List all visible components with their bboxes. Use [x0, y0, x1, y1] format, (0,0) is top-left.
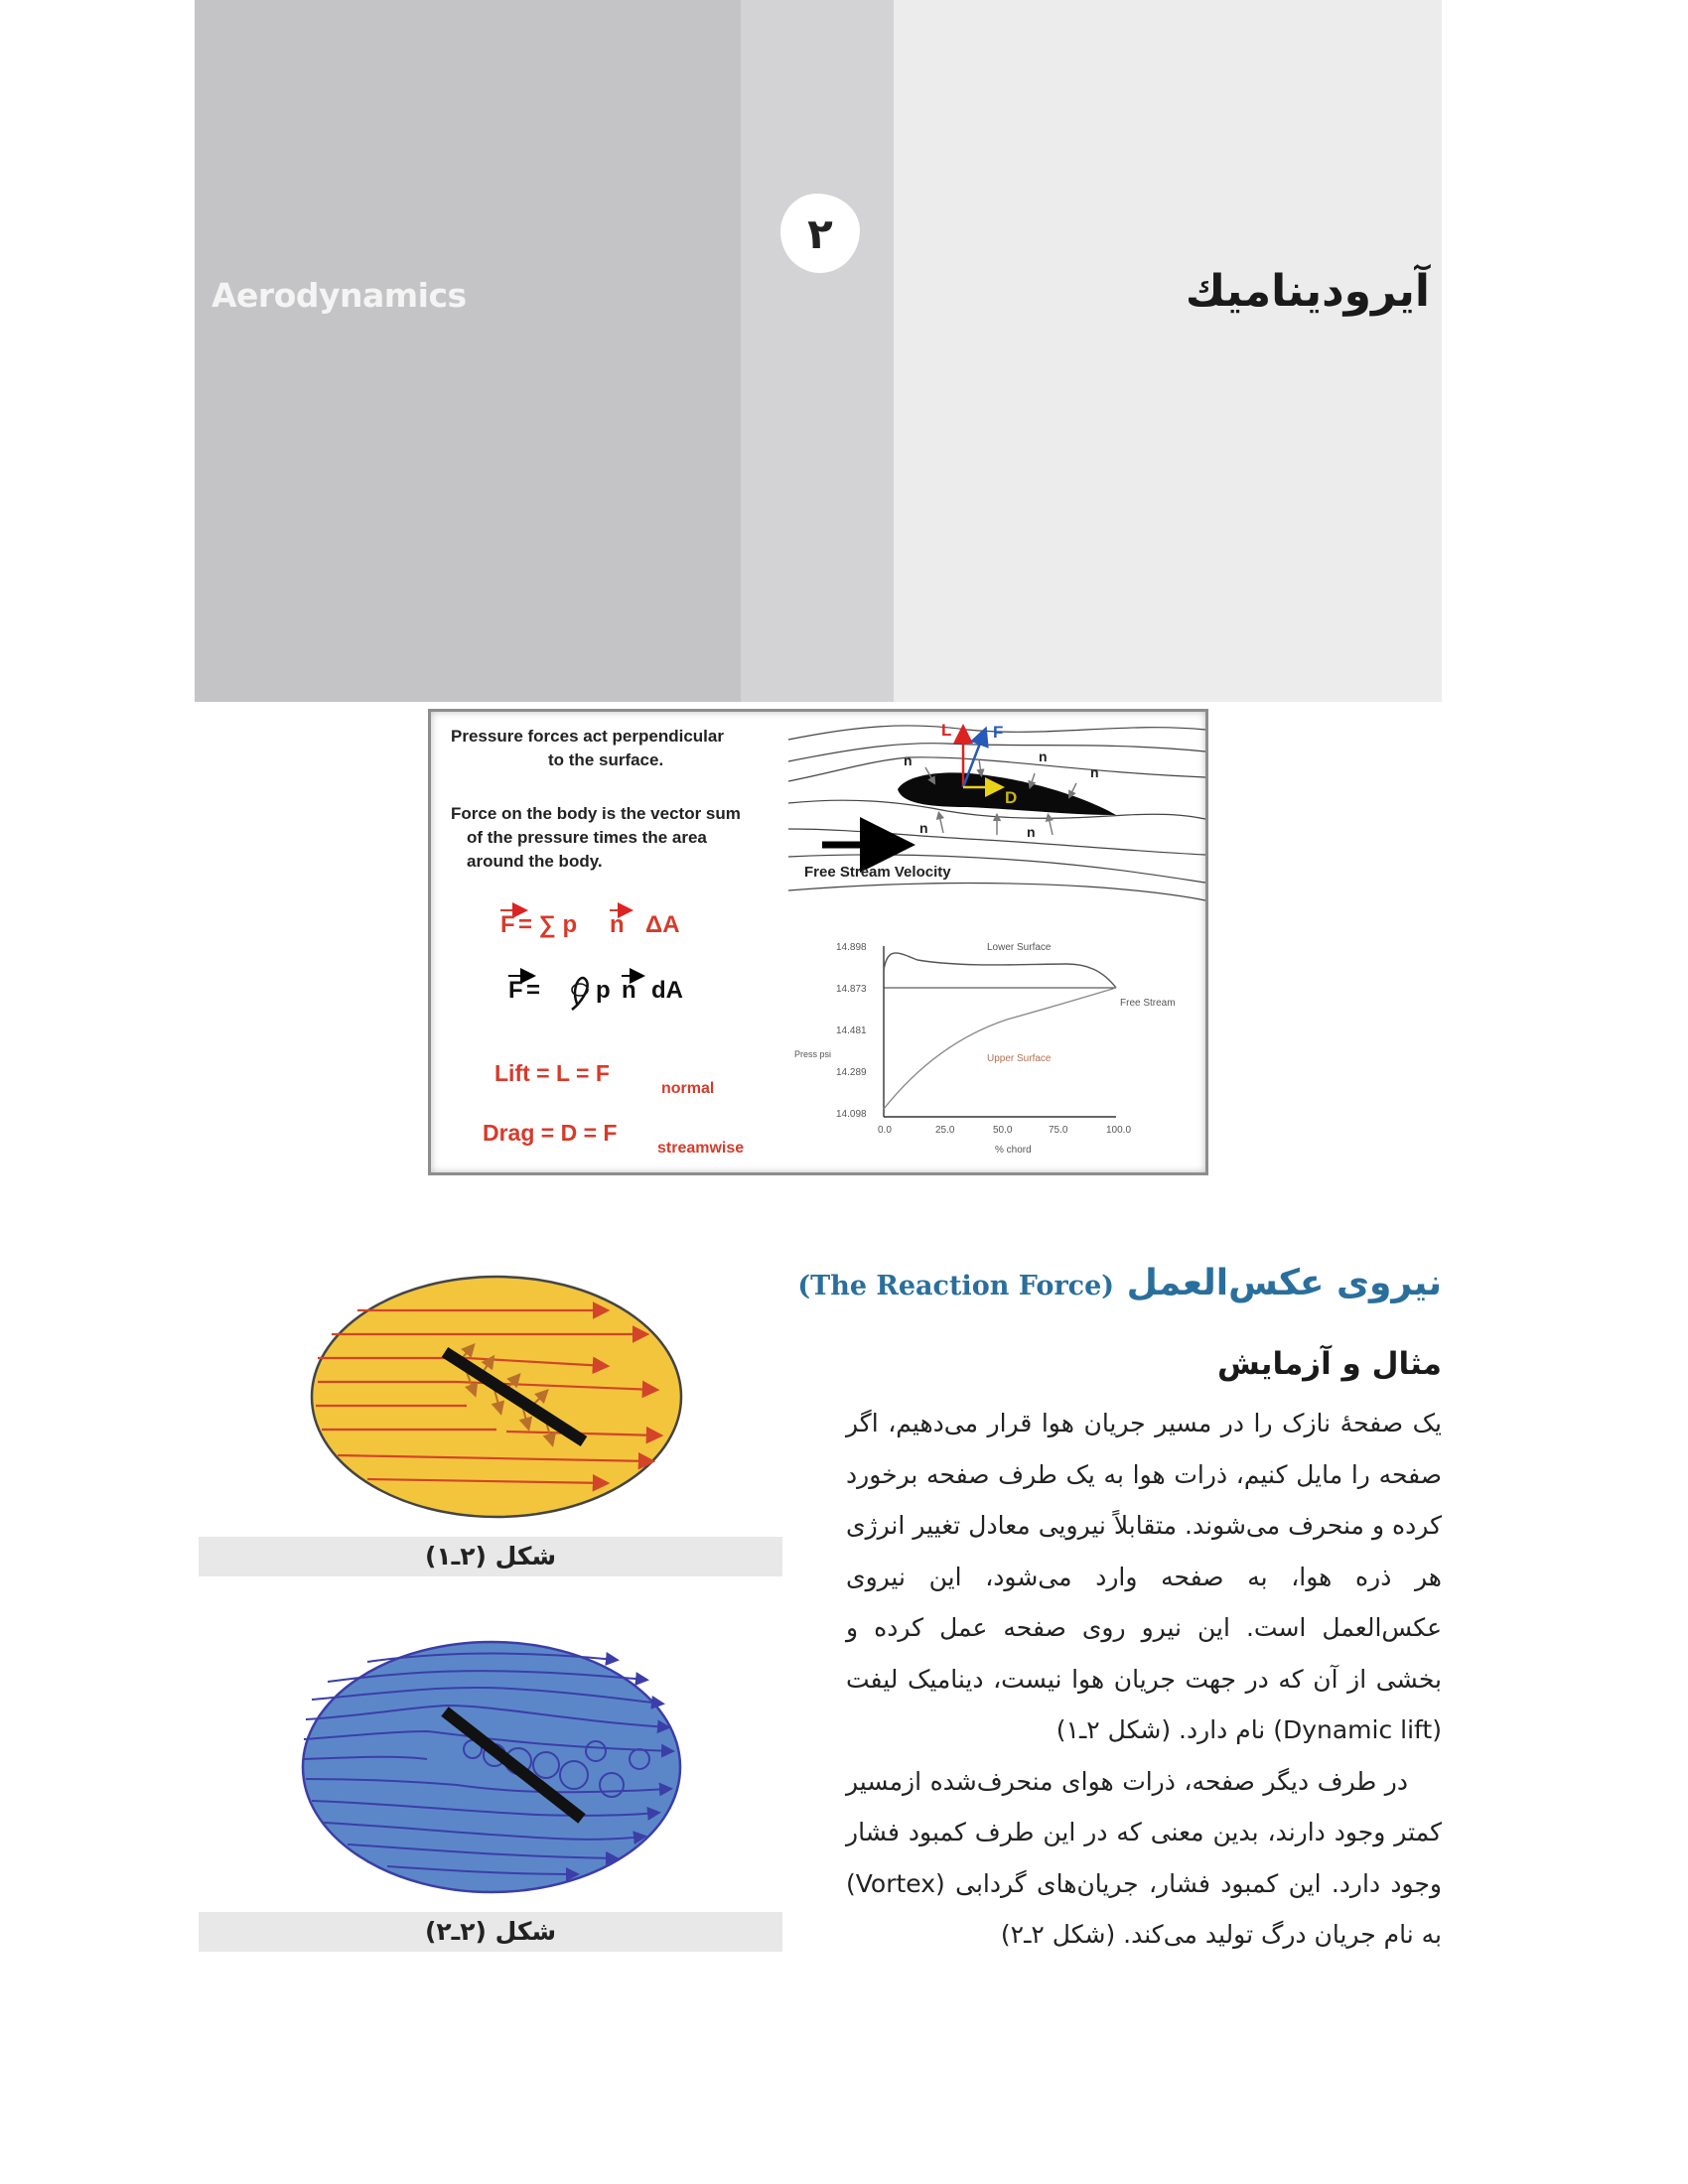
- pressure-text-line1: Pressure forces act perpendicular: [451, 727, 724, 746]
- y-tick-3: 14.481: [836, 1025, 867, 1036]
- free-stream-plot-label: Free Stream: [1120, 998, 1176, 1009]
- force-text-line2: of the pressure times the area: [467, 828, 707, 847]
- drag-equation: Drag = D = F: [483, 1120, 618, 1146]
- header-band-left: [195, 0, 741, 702]
- equation-sum: [500, 910, 680, 938]
- vector-l-label: L: [941, 721, 952, 740]
- lift-equation: Lift = L = F: [494, 1060, 610, 1086]
- paragraph-2: در طرف دیگر صفحه، ذرات هوای منحرف‌شده ازمسیر کمتر وجود دارند، بدین معنی که در این طرف کمبود فشار وجود دارد. این کمبود فشار، جریان‌های گردابی (Vortex) به نام جریان درگ تولید می‌کند. (شکل ۲ـ۲): [846, 1766, 1442, 1949]
- section-title-fa: نیروی عکس‌العمل: [1126, 1263, 1442, 1303]
- eq1-f: F: [500, 911, 515, 938]
- free-stream-label: Free Stream Velocity: [804, 864, 951, 881]
- figure-vortex-drag: [298, 1636, 685, 1902]
- section-title-en: (The Reaction Force): [797, 1271, 1115, 1301]
- vector-f-label: F: [993, 723, 1004, 742]
- x-tick-3: 50.0: [993, 1125, 1013, 1136]
- vector-d-label: D: [1005, 788, 1018, 807]
- drag-subscript: streamwise: [657, 1140, 745, 1157]
- english-chapter-title: Aerodynamics: [211, 276, 467, 315]
- equation-integral: [508, 976, 683, 1010]
- vortex-drag-diagram: [298, 1636, 685, 1898]
- upper-surface-label: Upper Surface: [987, 1053, 1052, 1064]
- x-tick-4: 75.0: [1049, 1125, 1068, 1136]
- x-tick-2: 25.0: [935, 1125, 955, 1136]
- normal-label-3: n: [1090, 764, 1099, 780]
- normal-label-5: n: [1027, 824, 1036, 840]
- eq1-da: ΔA: [645, 911, 680, 938]
- pressure-distribution-plot: [794, 942, 1176, 1156]
- eq1-sum-p: = ∑ p: [518, 911, 578, 938]
- normal-label-2: n: [1039, 749, 1048, 764]
- x-tick-5: 100.0: [1106, 1125, 1132, 1136]
- persian-chapter-title: آیرودینامیك: [1185, 266, 1430, 317]
- x-tick-1: 0.0: [878, 1125, 892, 1136]
- upper-surface-curve: [884, 988, 1116, 1109]
- figure-caption-2: شکل (۲ـ۲): [199, 1912, 782, 1952]
- section-subtitle: مثال و آزمایش: [1216, 1346, 1442, 1382]
- figure-reaction-force: [308, 1273, 685, 1525]
- chapter-number-badge: ۲: [780, 194, 860, 273]
- header-band-middle: [741, 0, 894, 702]
- eq2-p: p: [596, 977, 611, 1004]
- y-axis-label: Press psi: [794, 1049, 832, 1059]
- pressure-text-line2: to the surface.: [548, 751, 664, 769]
- y-tick-5: 14.098: [836, 1109, 867, 1120]
- y-tick-1: 14.898: [836, 942, 867, 953]
- force-text-line1: Force on the body is the vector sum: [451, 804, 741, 823]
- y-tick-2: 14.873: [836, 984, 867, 995]
- reaction-force-diagram: [308, 1273, 685, 1521]
- eq2-da: dA: [651, 977, 683, 1004]
- x-axis-label: % chord: [995, 1145, 1032, 1156]
- lift-subscript: normal: [661, 1080, 715, 1097]
- figure-caption-1: شکل (۲ـ۱): [199, 1537, 782, 1576]
- pressure-forces-figure: [428, 709, 1208, 1175]
- pressure-forces-diagram: [431, 712, 1205, 1172]
- force-text-line3: around the body.: [467, 852, 603, 871]
- airfoil-flow-diagram: [788, 721, 1205, 900]
- paragraph-1: یک صفحهٔ نازک را در مسیر جریان هوا قرار می‌دهیم، اگر صفحه را مایل کنیم، ذرات هوا به یک طرف صفحه برخورد کرده و منحرف می‌شوند. متقابلاً نیرویی معادل تغییر انرژی هر ذره هوا، به صفحه وارد می‌شود، این نیروی عکس‌العمل است. این نیرو روی صفحه عمل کرده و بخشی از آن که در جهت جریان هوا نیست، دینامیک لیفت (Dynamic lift) نام دارد. (شکل ۲ـ۱): [846, 1409, 1442, 1744]
- header-band-right: [894, 0, 1442, 702]
- y-tick-4: 14.289: [836, 1067, 867, 1078]
- normal-label-1: n: [904, 752, 913, 768]
- lower-surface-curve: [884, 953, 1116, 988]
- eq1-n: n: [610, 911, 625, 938]
- eq2-f: F: [508, 977, 523, 1004]
- lower-surface-label: Lower Surface: [987, 942, 1052, 953]
- section-title: [797, 1263, 1442, 1303]
- section-body: [846, 1398, 1442, 1961]
- eq2-equals: =: [526, 977, 541, 1004]
- eq2-n: n: [622, 977, 636, 1004]
- normal-label-4: n: [919, 820, 928, 836]
